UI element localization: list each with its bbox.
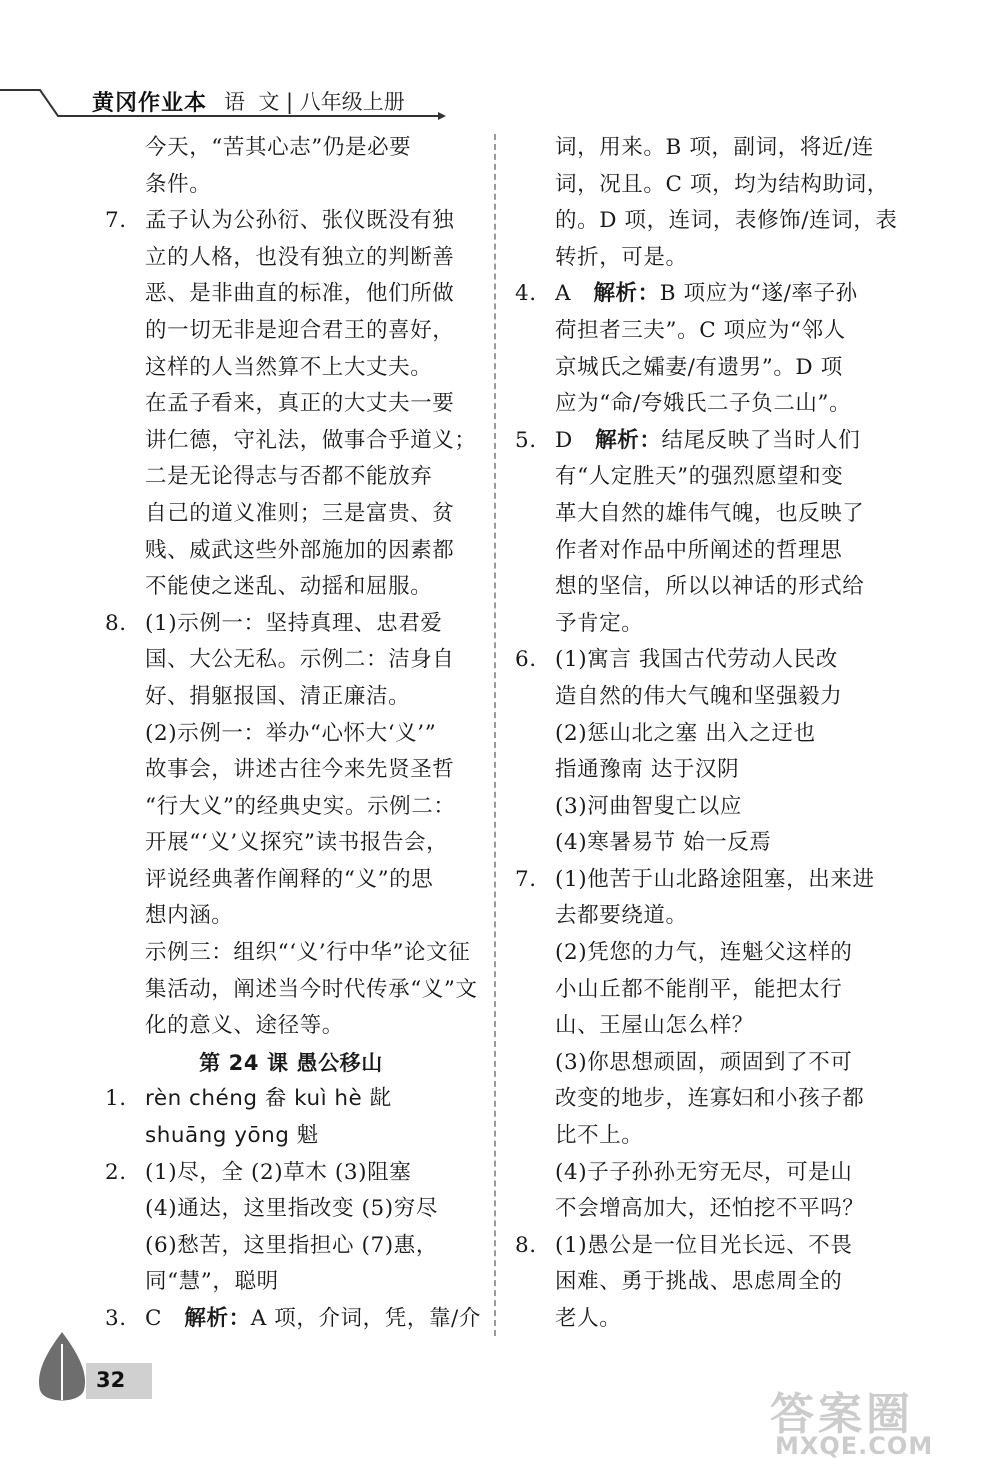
answer-text: 二是无论得志与否都不能放弃 — [145, 464, 433, 490]
text-line — [515, 130, 887, 167]
answer-text: 想的坚信，所以以神话的形式给 — [555, 574, 865, 600]
answer-text: (3)河曲智叟亡以应 — [555, 793, 742, 819]
text-line — [105, 1008, 477, 1045]
text-line — [515, 898, 887, 935]
text-line — [515, 752, 887, 789]
subject-grade: 语 文 | 八年级上册 — [224, 90, 405, 114]
answer-text: 孟子认为公孙衍、张仪既没有独 — [145, 208, 455, 234]
text-line — [515, 1264, 887, 1301]
answer-text: (2)示例一：举办“心怀大‘义’” — [145, 720, 437, 746]
answer-text: 在孟子看来，真正的大丈夫一要 — [145, 391, 455, 417]
text-line — [105, 313, 477, 350]
text-line — [515, 1301, 887, 1338]
item-number: 7. — [515, 866, 537, 892]
text-line — [515, 789, 887, 826]
text-line — [515, 203, 898, 240]
answer-text: D — [555, 427, 573, 453]
text-line — [515, 459, 887, 496]
answer-text: (1)愚公是一位目光长远、不畏 — [555, 1232, 853, 1258]
text-line — [515, 825, 887, 862]
answer-text: 评说经典著作阐释的“义”的思 — [145, 866, 434, 892]
watermark-logo: 答案圈 — [770, 1389, 914, 1440]
text-line — [515, 1118, 887, 1155]
text-line — [105, 276, 477, 313]
text-line — [105, 167, 477, 204]
item-number: 8. — [105, 610, 127, 636]
text-line — [105, 350, 477, 387]
analysis-label: 解析： — [593, 281, 660, 307]
answer-text: 革大自然的雄伟气魄，也反映了 — [555, 500, 865, 526]
text-line — [515, 606, 887, 643]
answer-text: 应为“命/夸娥氏二子负二山”。 — [555, 391, 852, 417]
answer-text: 比不上。 — [555, 1123, 644, 1149]
item-number: 6. — [515, 647, 537, 673]
text-line — [515, 533, 887, 570]
item-number: 4. — [515, 281, 537, 307]
text-line — [515, 642, 887, 679]
text-line — [515, 716, 887, 753]
answer-text: 贱、威武这些外部施加的因素都 — [145, 537, 455, 563]
analysis-text: B 项应为“遂/率子孙 — [659, 281, 858, 307]
text-line — [105, 716, 477, 753]
text-line — [105, 203, 477, 240]
text-line — [105, 752, 477, 789]
answer-text: 不能使之迷乱、动摇和屈服。 — [145, 574, 433, 600]
answer-text: 老人。 — [555, 1306, 622, 1331]
answer-text: (2)惩山北之塞 出入之迂也 — [555, 720, 816, 746]
answer-text: 同“慧”，聪明 — [145, 1269, 279, 1295]
item-number: 3. — [105, 1306, 127, 1331]
text-line — [515, 240, 887, 277]
text-line — [515, 276, 887, 313]
answer-text: 国、大公无私。示例二：洁身自 — [145, 647, 455, 673]
answer-text: 故事会，讲述古往今来先贤圣哲 — [145, 757, 455, 783]
text-line — [515, 1045, 887, 1082]
text-line — [105, 533, 477, 570]
answer-text: 好、捐躯报国、清正廉洁。 — [145, 683, 411, 709]
answer-text: 讲仁德，守礼法，做事合乎道义； — [145, 427, 477, 453]
text-line — [515, 1155, 887, 1192]
answer-text: 不会增高加大，还怕挖不平吗？ — [555, 1196, 865, 1222]
answer-text: 集活动，阐述当今时代传承“义”文 — [145, 976, 478, 1002]
answer-text: 的一切无非是迎合君王的喜好， — [145, 317, 455, 343]
text-line — [105, 459, 477, 496]
text-line — [515, 569, 887, 606]
text-line — [515, 313, 887, 350]
text-line — [515, 1228, 887, 1265]
text-line — [515, 679, 887, 716]
answer-text: shuāng yōng 魁 — [145, 1123, 319, 1149]
text-line — [515, 972, 887, 1009]
item-number: 1. — [105, 1086, 127, 1112]
answer-text: (4)子子孙孙无穷无尽，可是山 — [555, 1159, 853, 1185]
answer-text: 今天，“苦其心志”仍是必要 — [145, 135, 412, 160]
answer-text: 转折，可是。 — [555, 244, 688, 270]
answer-text: 想内涵。 — [145, 903, 234, 929]
analysis-text: A 项，介词，凭，靠/介 — [250, 1306, 481, 1331]
text-line — [105, 240, 477, 277]
text-line — [515, 386, 887, 423]
answer-text: (1)寓言 我国古代劳动人民改 — [555, 647, 838, 673]
answer-text: 化的意义、途径等。 — [145, 1013, 344, 1039]
answer-text: 予肯定。 — [555, 610, 644, 636]
answer-text: 指通豫南 达于汉阴 — [555, 757, 740, 783]
text-line — [105, 825, 477, 862]
answer-text: C — [145, 1306, 163, 1331]
analysis-label: 解析： — [184, 1306, 251, 1331]
answer-text: 山、王屋山怎么样？ — [555, 1013, 754, 1039]
answer-text: 的。D 项，连词，表修饰/连词，表 — [555, 208, 898, 234]
watermark-url: MXQE.COM — [775, 1432, 934, 1460]
text-line — [105, 862, 477, 899]
answer-text: (3)你思想顽固，顽固到了不可 — [555, 1049, 853, 1075]
lesson-heading: 第 24 课 愚公移山 — [199, 1050, 383, 1075]
analysis-text: 结尾反映了当时人们 — [661, 427, 861, 453]
item-number: 7. — [105, 208, 127, 234]
text-line — [515, 1008, 887, 1045]
text-line — [515, 935, 887, 972]
text-line — [105, 496, 477, 533]
column-divider — [494, 134, 496, 1336]
text-line — [105, 898, 477, 935]
answer-text: 示例三：组织“‘义’行中华”论文征 — [145, 940, 471, 966]
analysis-label: 解析： — [595, 427, 662, 453]
item-number: 2. — [105, 1159, 127, 1185]
page-number: 32 — [96, 1368, 126, 1392]
text-line — [105, 972, 477, 1009]
answer-text: 有“人定胜天”的强烈愿望和变 — [555, 464, 844, 490]
answer-text: (1)尽，全 (2)草木 (3)阻塞 — [145, 1159, 412, 1185]
answer-text: 词，用来。B 项，副词，将近/连 — [555, 135, 874, 160]
answer-text: (2)凭您的力气，连魁父这样的 — [555, 940, 853, 966]
text-line — [105, 789, 477, 826]
item-number: 5. — [515, 427, 537, 453]
text-line — [105, 1155, 477, 1192]
answer-text: 造自然的伟大气魄和坚强毅力 — [555, 683, 843, 709]
text-line — [105, 1081, 477, 1118]
text-line — [105, 1191, 477, 1228]
answer-text: rèn chéng 畚 kuì hè 龀 — [145, 1086, 392, 1112]
book-title: 黄冈作业本 — [92, 91, 208, 116]
answer-text: 困难、勇于挑战、思虑周全的 — [555, 1269, 843, 1295]
text-line — [105, 423, 477, 460]
text-line — [105, 679, 477, 716]
answer-text: 立的人格，也没有独立的判断善 — [145, 244, 455, 270]
right-column — [515, 130, 898, 1338]
left-column — [105, 130, 481, 1338]
text-line — [105, 606, 477, 643]
text-line — [105, 130, 477, 167]
text-line — [105, 1264, 477, 1301]
answer-text: (1)示例一：坚持真理、忠君爱 — [145, 610, 443, 636]
answer-text: 开展“‘义’义探究”读书报告会， — [145, 830, 449, 856]
text-line — [515, 1191, 887, 1228]
answer-text: 小山丘都不能削平，能把太行 — [555, 976, 843, 1002]
text-line — [515, 862, 887, 899]
answer-text: 条件。 — [145, 171, 212, 197]
answer-text: 荷担者三夫”。C 项应为“邻人 — [555, 317, 846, 343]
text-line — [105, 569, 477, 606]
text-line — [515, 350, 887, 387]
text-line — [105, 1118, 477, 1155]
text-line — [105, 642, 477, 679]
answer-text: 作者对作品中所阐述的哲理思 — [555, 537, 843, 563]
answer-text: “行大义”的经典史实。示例二： — [145, 793, 456, 819]
text-line — [515, 167, 887, 204]
answer-text: 京城氏之孀妻/有遗男”。D 项 — [555, 354, 843, 380]
answer-text: (4)通达，这里指改变 (5)穷尽 — [145, 1196, 438, 1222]
answer-text: 去都要绕道。 — [555, 903, 688, 929]
answer-text: 自己的道义准则；三是富贵、贫 — [145, 500, 455, 526]
text-line — [105, 1228, 477, 1265]
text-line — [515, 423, 887, 460]
answer-text: 改变的地步，连寡妇和小孩子都 — [555, 1086, 865, 1112]
answer-text: (1)他苦于山北路途阻塞，出来进 — [555, 866, 875, 892]
text-line — [105, 935, 477, 972]
text-line — [515, 1081, 887, 1118]
answer-text: 词，况且。C 项，均为结构助词， — [555, 171, 889, 197]
item-number: 8. — [515, 1232, 537, 1258]
answer-text: 这样的人当然算不上大丈夫。 — [145, 354, 433, 380]
page-header — [0, 0, 1000, 130]
text-line — [515, 496, 887, 533]
answer-text: 恶、是非曲直的标准，他们所做 — [145, 281, 455, 307]
answer-text: (6)愁苦，这里指担心 (7)惠， — [145, 1232, 438, 1258]
answer-text: (4)寒暑易节 始一反焉 — [555, 830, 772, 856]
answer-text: A — [555, 281, 572, 307]
text-line — [105, 386, 477, 423]
